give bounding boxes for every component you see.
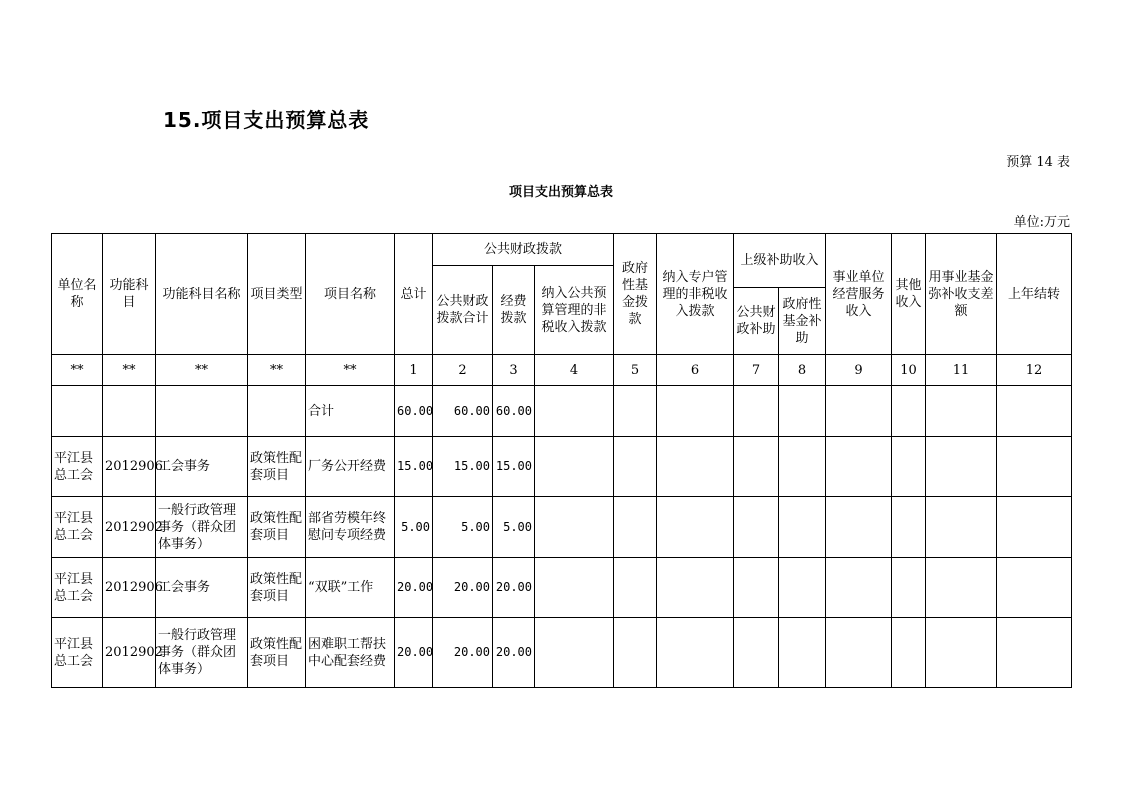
cell-func-name: 一般行政管理事务（群众团体事务） xyxy=(156,618,248,688)
cell-project-type: 政策性配套项目 xyxy=(248,497,306,558)
column-number: 10 xyxy=(892,355,926,386)
header-total: 总计 xyxy=(395,234,433,355)
page-heading: 15.项目支出预算总表 xyxy=(163,108,370,132)
header-nontax-in-budget: 纳入公共预算管理的非税收入拨款 xyxy=(535,266,614,355)
cell-funding: 15.00 xyxy=(493,437,535,497)
column-number: ** xyxy=(248,355,306,386)
header-fund-gap: 用事业基金弥补收支差额 xyxy=(926,234,997,355)
header-public-fiscal-sum: 公共财政拨款合计 xyxy=(433,266,493,355)
cell-unit: 平江县总工会 xyxy=(52,497,103,558)
unit-label: 单位:万元 xyxy=(1013,215,1070,230)
column-number: ** xyxy=(156,355,248,386)
total-total: 60.00 xyxy=(395,386,433,437)
cell-project-type: 政策性配套项目 xyxy=(248,558,306,618)
cell-public-sum: 15.00 xyxy=(433,437,493,497)
cell-func-code: 2012906 xyxy=(103,558,156,618)
cell-func-code: 2012906 xyxy=(103,437,156,497)
column-number: ** xyxy=(52,355,103,386)
cell-unit: 平江县总工会 xyxy=(52,618,103,688)
column-number: 4 xyxy=(535,355,614,386)
header-other-income: 其他收入 xyxy=(892,234,926,355)
cell-project-name: 部省劳模年终慰问专项经费 xyxy=(306,497,395,558)
header-superior-govfund: 政府性基金补助 xyxy=(779,288,826,355)
header-superior-subsidy: 上级补助收入 xyxy=(734,234,826,288)
column-number: 6 xyxy=(657,355,734,386)
cell-project-name: “双联”工作 xyxy=(306,558,395,618)
header-carryover: 上年结转 xyxy=(997,234,1072,355)
total-funding: 60.00 xyxy=(493,386,535,437)
header-project-type: 项目类型 xyxy=(248,234,306,355)
table-row xyxy=(52,437,1072,497)
header-public-fiscal: 公共财政拨款 xyxy=(433,234,614,266)
cell-func-name: 工会事务 xyxy=(156,437,248,497)
column-number-row xyxy=(52,355,1072,386)
header-nontax-special: 纳入专户管理的非税收入拨款 xyxy=(657,234,734,355)
cell-unit: 平江县总工会 xyxy=(52,437,103,497)
cell-total: 5.00 xyxy=(395,497,433,558)
budget-table xyxy=(51,233,1072,688)
table-title: 项目支出预算总表 xyxy=(508,185,613,200)
column-number: 7 xyxy=(734,355,779,386)
header-superior-public: 公共财政补助 xyxy=(734,288,779,355)
cell-project-type: 政策性配套项目 xyxy=(248,437,306,497)
cell-public-sum: 5.00 xyxy=(433,497,493,558)
cell-total: 20.00 xyxy=(395,618,433,688)
header-func-code: 功能科目 xyxy=(103,234,156,355)
cell-func-code: 2012902 xyxy=(103,618,156,688)
header-func-name: 功能科目名称 xyxy=(156,234,248,355)
column-number: 8 xyxy=(779,355,826,386)
cell-func-code: 2012902 xyxy=(103,497,156,558)
cell-total: 15.00 xyxy=(395,437,433,497)
cell-total: 20.00 xyxy=(395,558,433,618)
column-number: 12 xyxy=(997,355,1072,386)
column-number: ** xyxy=(103,355,156,386)
column-number: 5 xyxy=(614,355,657,386)
header-unit-name: 单位名称 xyxy=(52,234,103,355)
cell-project-name: 困难职工帮扶中心配套经费 xyxy=(306,618,395,688)
table-row xyxy=(52,558,1072,618)
cell-unit: 平江县总工会 xyxy=(52,558,103,618)
column-number: 3 xyxy=(493,355,535,386)
table-row xyxy=(52,497,1072,558)
header-gov-fund: 政府性基金拨款 xyxy=(614,234,657,355)
cell-func-name: 工会事务 xyxy=(156,558,248,618)
cell-func-name: 一般行政管理事务（群众团体事务） xyxy=(156,497,248,558)
cell-funding: 20.00 xyxy=(493,618,535,688)
cell-funding: 20.00 xyxy=(493,558,535,618)
column-number: 11 xyxy=(926,355,997,386)
cell-funding: 5.00 xyxy=(493,497,535,558)
column-number: 2 xyxy=(433,355,493,386)
total-public-sum: 60.00 xyxy=(433,386,493,437)
table-row xyxy=(52,618,1072,688)
cell-public-sum: 20.00 xyxy=(433,558,493,618)
header-business-income: 事业单位经营服务收入 xyxy=(826,234,892,355)
total-row xyxy=(52,386,1072,437)
form-number: 预算 14 表 xyxy=(1006,155,1070,170)
column-number: ** xyxy=(306,355,395,386)
cell-project-name: 厂务公开经费 xyxy=(306,437,395,497)
total-label: 合计 xyxy=(306,386,395,437)
header-project-name: 项目名称 xyxy=(306,234,395,355)
column-number: 9 xyxy=(826,355,892,386)
cell-project-type: 政策性配套项目 xyxy=(248,618,306,688)
cell-public-sum: 20.00 xyxy=(433,618,493,688)
header-funding: 经费拨款 xyxy=(493,266,535,355)
column-number: 1 xyxy=(395,355,433,386)
